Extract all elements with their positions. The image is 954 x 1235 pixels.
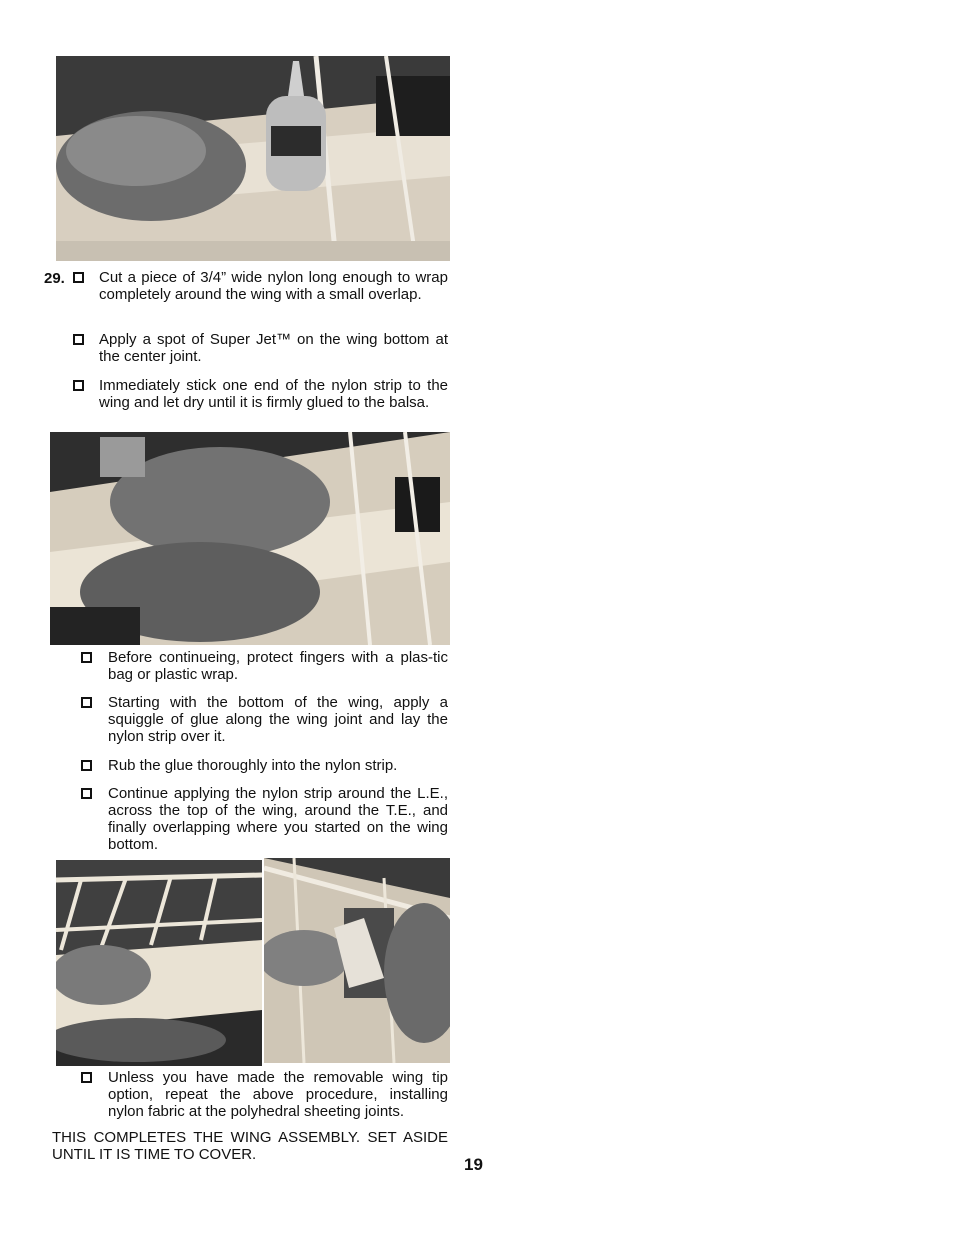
photo-wing-ribs xyxy=(56,860,262,1066)
step-item: Before continueing, protect fingers with a plas-tic bag or plastic wrap. xyxy=(108,649,448,683)
checkbox[interactable] xyxy=(81,760,92,771)
step-item: Unless you have made the removable wing tip option, repeat the above procedure, installing nylon fabric at the polyhedral sheeting joints. xyxy=(108,1069,448,1120)
page-number: 19 xyxy=(464,1155,483,1174)
step-item: Apply a spot of Super Jet™ on the wing bottom at the center joint. xyxy=(99,331,448,365)
step-item: Rub the glue thoroughly into the nylon strip. xyxy=(108,757,398,774)
checkbox[interactable] xyxy=(81,697,92,708)
step-item: Immediately stick one end of the nylon strip to the wing and let dry until it is firmly glued to the balsa. xyxy=(99,377,448,411)
checkbox[interactable] xyxy=(81,652,92,663)
checkbox[interactable] xyxy=(73,334,84,345)
photo-nylon-strip xyxy=(50,432,450,645)
checkbox[interactable] xyxy=(73,380,84,391)
checkbox[interactable] xyxy=(81,1072,92,1083)
step-item: Cut a piece of 3/4” wide nylon long enough to wrap completely around the wing with a small overlap. xyxy=(99,269,448,303)
checkbox[interactable] xyxy=(81,788,92,799)
photo-glue-application xyxy=(56,56,450,261)
step-item: Starting with the bottom of the wing, apply a squiggle of glue along the wing joint and lay the nylon strip over it. xyxy=(108,694,448,745)
closing-statement: THIS COMPLETES THE WING ASSEMBLY. SET ASIDE UNTIL IT IS TIME TO COVER. xyxy=(52,1129,448,1163)
photo-wrap-edge xyxy=(264,858,450,1063)
checkbox[interactable] xyxy=(73,272,84,283)
step-number: 29. xyxy=(44,270,65,287)
step-item: Continue applying the nylon strip around the L.E., across the top of the wing, around the T.E., and finally overlapping where you started on the wing bottom. xyxy=(108,785,448,853)
